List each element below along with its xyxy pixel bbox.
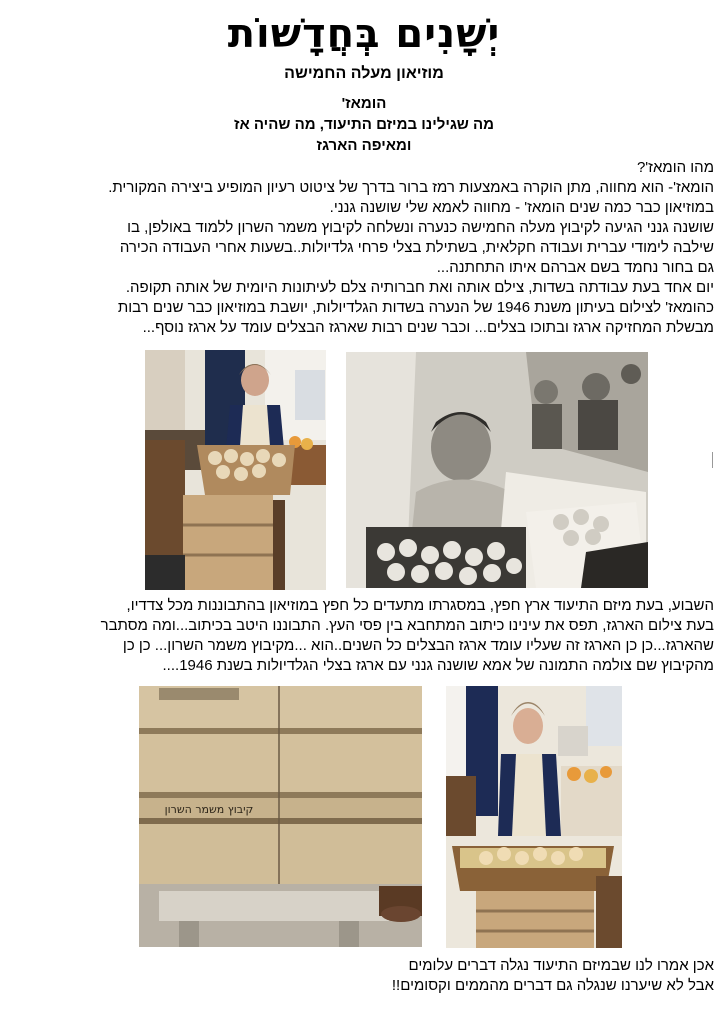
crate-stencil-text: קיבוץ משמר השרון xyxy=(164,803,254,816)
newspaper-photo-1946 xyxy=(346,352,648,588)
middle-paragraph xyxy=(14,596,714,676)
intro-line: מבשלת המחזיקה ארגז ובתוכו בצלים... וכבר שנים רבות שארגז הבצלים עומד על ארגז נוסף... xyxy=(142,319,714,336)
museum-name: מוזיאון מעלה החמישה xyxy=(284,65,444,82)
intro-line: שילבה לימודי עברית ועבודה חקלאית, בשתילת בצלי פרחי גלדיולות..בשעות אחרי העבודה הכירה xyxy=(119,239,714,256)
crate-closeup-photo xyxy=(139,686,422,947)
intro-line: יום אחד בעת עבודתה בשדות, צילם אותה ואת חברותיה צלם לעיתונות היומית של אותה תקופה. xyxy=(125,279,714,296)
middle-line: שהארגז...כן כן הארגז זה שעליו עומד ארגז הבצלים כל השנים..הוא ...מקיבוץ משמר השרון... כן כן xyxy=(122,637,714,654)
middle-line: השבוע, בעת מיזם התיעוד ארץ חפץ, במסגרתו מתעדים כל חפץ במוזיאון בהתבוננות מכל צדדיו, xyxy=(126,597,714,614)
closing-paragraph xyxy=(14,956,714,996)
intro-line: הומאז'- הוא מחווה, מתן הוקרה באמצעות רמז ברור בדרך של ציטוט רעיון המופיע ביצירה המקורית. xyxy=(108,179,714,196)
intro-line: במוזיאון כבר כמה שנים הומאז' - מחווה לאמא שלי שושנה גנני. xyxy=(329,199,714,216)
topic-heading: הומאז' xyxy=(341,95,387,112)
intro-line: מהו הומאז'? xyxy=(636,159,714,176)
intro-line: כהומאז' לצילום בעיתון משנת 1946 של הנערה בשדות הגלדיולות, יושבת במוזיאון כבר שנים רבות xyxy=(117,299,714,316)
closing-line: אכן אמרו לנו שבמיזם התיעוד נגלה דברים עלומים xyxy=(408,957,714,974)
mannequin-crate-photo xyxy=(446,686,622,948)
middle-line: בעת צילום הארגז, תפס את עינינו כיתוב המתחבא בין פסי העץ. התבוננו היטב בכיתוב...ומה מסתבר xyxy=(100,617,714,634)
page-title: יְשָׁנִים בְּחֲדָשׁוֹת xyxy=(227,11,501,57)
headline-line-2: ומאיפה הארגז xyxy=(316,137,412,154)
museum-display-photo xyxy=(145,350,326,590)
middle-line: מהקיבוץ שם צולמה התמונה של אמא שושנה גנני עם ארגז בצלי הגלדיולות בשנת 1946.... xyxy=(162,657,714,674)
closing-line: אבל לא שיערנו שנגלה גם דברים מהממים וקסומים!! xyxy=(391,977,714,994)
headline-line-1: מה שגילינו במיזם התיעוד, מה שהיה אז xyxy=(233,116,495,133)
scroll-edge-mark xyxy=(712,452,713,468)
intro-line: גם בחור נחמד בשם אברהם איתו התחתנה... xyxy=(436,259,714,276)
intro-paragraph xyxy=(14,158,714,338)
intro-line: שושנה גנני הגיעה לקיבוץ מעלה החמישה כנערה ונשלחה לקיבוץ משמר השרון ללמוד באולפן, בו xyxy=(127,219,714,236)
